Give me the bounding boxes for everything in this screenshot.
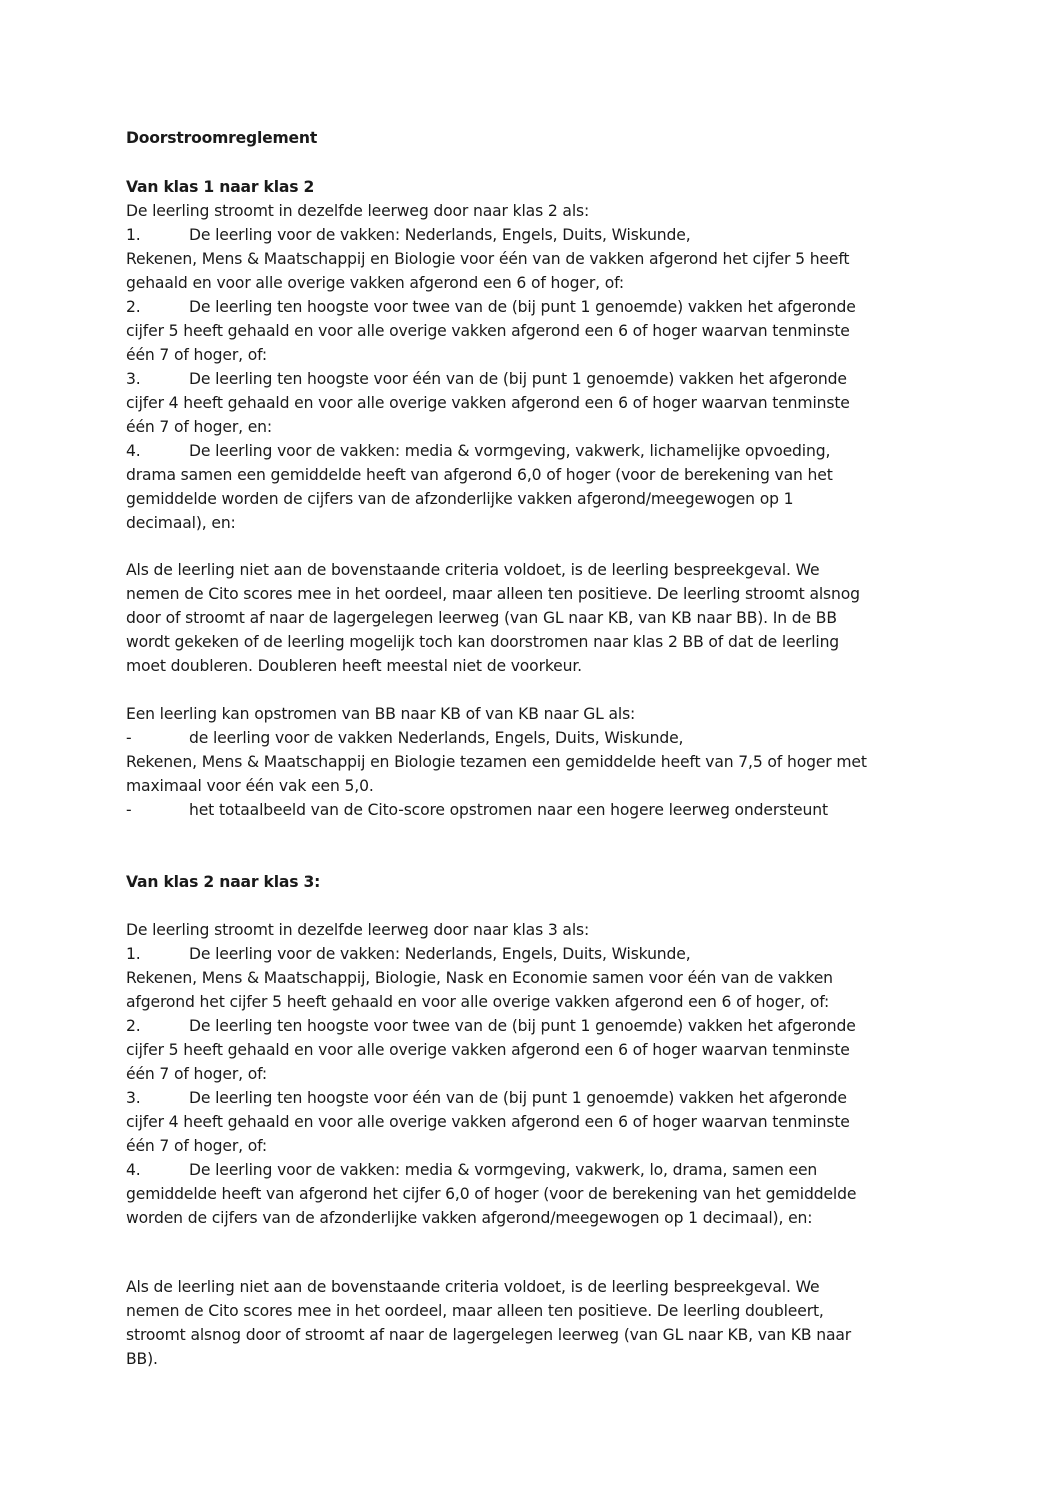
section2-paragraph-line1: Als de leerling niet aan de bovenstaande criteria voldoet, is de leerling bespreekgeval. We (126, 1278, 820, 1296)
section2-paragraph-line4: BB). (126, 1350, 158, 1368)
section2-item1 (126, 942, 691, 966)
item-text: De leerling ten hoogste voor één van de (bij punt 1 genoemde) vakken het afgeronde (189, 1089, 847, 1107)
section1-item3 (126, 367, 847, 391)
section1-upstream-intro: Een leerling kan opstromen van BB naar KB of van KB naar GL als: (126, 705, 636, 723)
section1-item1-line2: Rekenen, Mens & Maatschappij en Biologie voor één van de vakken afgerond het cijfer 5 heeft (126, 250, 850, 268)
section1-paragraph-line3: door of stroomt af naar de lagergelegen leerweg (van GL naar KB, van KB naar BB). In de BB (126, 609, 837, 627)
section1-item4-line4: decimaal), en: (126, 514, 236, 532)
section2-item1-line2: Rekenen, Mens & Maatschappij, Biologie, Nask en Economie samen voor één van de vakken (126, 969, 833, 987)
section1-heading: Van klas 1 naar klas 2 (126, 178, 315, 196)
item-number: 2. (126, 1017, 141, 1035)
section2-item1-line3: afgerond het cijfer 5 heeft gehaald en voor alle overige vakken afgerond een 6 of hoger, of: (126, 993, 830, 1011)
section2-item4-line3: worden de cijfers van de afzonderlijke vakken afgerond/meegewogen op 1 decimaal), en: (126, 1209, 813, 1227)
item-text: De leerling ten hoogste voor één van de (bij punt 1 genoemde) vakken het afgeronde (189, 370, 847, 388)
section2-item3-line3: één 7 of hoger, of: (126, 1137, 268, 1155)
bullet-mark: - (126, 729, 132, 747)
section1-item4-line2: drama samen een gemiddelde heeft van afgerond 6,0 of hoger (voor de berekening van het (126, 466, 833, 484)
bullet-mark: - (126, 801, 132, 819)
section2-paragraph-line2: nemen de Cito scores mee in het oordeel, maar alleen ten positieve. De leerling doubleert, (126, 1302, 824, 1320)
section2-item3 (126, 1086, 847, 1110)
section1-paragraph-line4: wordt gekeken of de leerling mogelijk toch kan doorstromen naar klas 2 BB of dat de leerling (126, 633, 840, 651)
section1-bullet1-line3: maximaal voor één vak een 5,0. (126, 777, 374, 795)
item-text: De leerling voor de vakken: Nederlands, Engels, Duits, Wiskunde, (189, 945, 691, 963)
section2-intro: De leerling stroomt in dezelfde leerweg door naar klas 3 als: (126, 921, 590, 939)
section2-item4-line2: gemiddelde heeft van afgerond het cijfer 6,0 of hoger (voor de berekening van het gemiddelde (126, 1185, 857, 1203)
section2-paragraph-line3: stroomt alsnog door of stroomt af naar de lagergelegen leerweg (van GL naar KB, van KB naar (126, 1326, 852, 1344)
section1-item3-line3: één 7 of hoger, en: (126, 418, 273, 436)
section1-paragraph-line2: nemen de Cito scores mee in het oordeel, maar alleen ten positieve. De leerling stroomt alsnog (126, 585, 860, 603)
item-number: 2. (126, 298, 141, 316)
section1-bullet1-line2: Rekenen, Mens & Maatschappij en Biologie tezamen een gemiddelde heeft van 7,5 of hoger met (126, 753, 867, 771)
item-text: De leerling voor de vakken: media & vormgeving, vakwerk, lichamelijke opvoeding, (189, 442, 831, 460)
document-title: Doorstroomreglement (126, 129, 318, 147)
section1-item4 (126, 439, 830, 463)
section1-intro: De leerling stroomt in dezelfde leerweg door naar klas 2 als: (126, 202, 590, 220)
item-text: De leerling ten hoogste voor twee van de (bij punt 1 genoemde) vakken het afgeronde (189, 1017, 856, 1035)
section1-paragraph-line5: moet doubleren. Doubleren heeft meestal niet de voorkeur. (126, 657, 582, 675)
section1-bullet1 (126, 726, 683, 750)
section1-item2-line2: cijfer 5 heeft gehaald en voor alle overige vakken afgerond een 6 of hoger waarvan tenminste (126, 322, 850, 340)
section1-paragraph-line1: Als de leerling niet aan de bovenstaande criteria voldoet, is de leerling bespreekgeval. We (126, 561, 820, 579)
section2-item4 (126, 1158, 817, 1182)
section2-item3-line2: cijfer 4 heeft gehaald en voor alle overige vakken afgerond een 6 of hoger waarvan tenminste (126, 1113, 850, 1131)
section1-item2-line3: één 7 of hoger, of: (126, 346, 268, 364)
section1-item3-line2: cijfer 4 heeft gehaald en voor alle overige vakken afgerond een 6 of hoger waarvan tenminste (126, 394, 850, 412)
item-text: De leerling voor de vakken: Nederlands, Engels, Duits, Wiskunde, (189, 226, 691, 244)
section2-item2-line2: cijfer 5 heeft gehaald en voor alle overige vakken afgerond een 6 of hoger waarvan tenminste (126, 1041, 850, 1059)
item-number: 1. (126, 226, 141, 244)
section1-item2 (126, 295, 856, 319)
item-number: 3. (126, 370, 141, 388)
item-number: 3. (126, 1089, 141, 1107)
section1-bullet2 (126, 798, 828, 822)
section1-item1 (126, 223, 691, 247)
section1-item1-line3: gehaald en voor alle overige vakken afgerond een 6 of hoger, of: (126, 274, 624, 292)
bullet-text: het totaalbeeld van de Cito-score opstromen naar een hogere leerweg ondersteunt (189, 801, 828, 819)
item-text: De leerling ten hoogste voor twee van de (bij punt 1 genoemde) vakken het afgeronde (189, 298, 856, 316)
section1-item4-line3: gemiddelde worden de cijfers van de afzonderlijke vakken afgerond/meegewogen op 1 (126, 490, 794, 508)
section2-heading: Van klas 2 naar klas 3: (126, 873, 321, 891)
item-number: 4. (126, 1161, 141, 1179)
section2-item2-line3: één 7 of hoger, of: (126, 1065, 268, 1083)
item-number: 4. (126, 442, 141, 460)
item-text: De leerling voor de vakken: media & vormgeving, vakwerk, lo, drama, samen een (189, 1161, 818, 1179)
item-number: 1. (126, 945, 141, 963)
section2-item2 (126, 1014, 856, 1038)
bullet-text: de leerling voor de vakken Nederlands, Engels, Duits, Wiskunde, (189, 729, 684, 747)
